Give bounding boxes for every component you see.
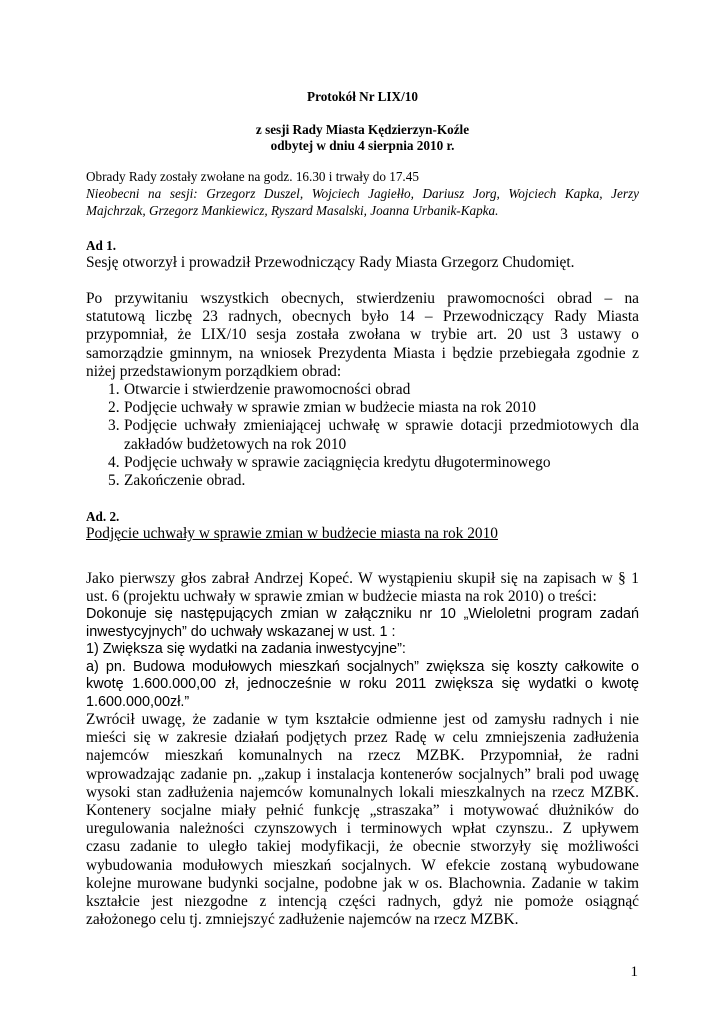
ad2-subject [86, 525, 639, 543]
paragraph-line: niżej przedstawionym porządkiem obrad: [86, 362, 342, 380]
ad2-remark [86, 711, 639, 929]
document-title: Protokół Nr LIX/10 [307, 89, 418, 104]
remark-line: czasu zadanie to uległo takiej modyfikacji, że obecnie stworzyły się możliwości [86, 838, 639, 856]
ad1-paragraph [86, 290, 639, 490]
remark-line: najemców mieszkań komunalnych na rzecz MZBK. Przypomniał, że radni [86, 747, 639, 765]
agenda-item-text: Podjęcie uchwały zmieniającej uchwałę w sprawie dotacji przedmiotowych dla [124, 417, 639, 435]
speech-line: ust. 6 (projektu uchwały w sprawie zmian w budżecie miasta na rok 2010) o treści: [86, 588, 597, 606]
agenda-item-text: Zakończenie obrad. [124, 472, 246, 490]
paragraph-line: samorządzie gminnym, na wniosek Prezydenta Miasta i będzie przebiegała zgodnie z [86, 344, 639, 362]
remark-line: uregulowania należności czynszowych i terminowych wpłat czynszu.. Z upływem [86, 820, 639, 838]
agenda-item-text: Podjęcie uchwały w sprawie zmian w budżecie miasta na rok 2010 [124, 399, 536, 417]
agenda-item-text: Otwarcie i stwierdzenie prawomocności obrad [124, 381, 411, 399]
paragraph-line: statutową liczbę 23 radnych, obecnych było 14 – Przewodniczący Rady Miasta [86, 308, 639, 326]
agenda-item-text: zakładów budżetowych na rok 2010 [124, 435, 347, 453]
agenda-item [86, 381, 639, 399]
paragraph-line: Po przywitaniu wszystkich obecnych, stwierdzeniu prawomocności obrad – na [86, 290, 639, 307]
session-subtitle-line2: odbytej w dniu 4 sierpnia 2010 r. [270, 138, 455, 153]
absent-line-1: Nieobecni na sesji: Grzegorz Duszel, Wojciech Jagiełło, Dariusz Jorg, Wojciech Kapka, Jerzy [86, 186, 639, 201]
remark-line: Kontenery socjalne miały pełnić funkcję „straszaka” i motywować dłużników do [86, 802, 639, 820]
page-number: 1 [630, 964, 638, 980]
speech-line: Jako pierwszy głos zabrał Andrzej Kopeć. W wystąpieniu skupił się na zapisach w § 1 [86, 570, 639, 587]
quote-line: Dokonuje się następujących zmian w załączniku nr 10 „Wieloletni program zadań [86, 606, 639, 622]
quoted-provision [86, 606, 639, 712]
ad2-subject-text: Podjęcie uchwały w sprawie zmian w budżecie miasta na rok 2010 [86, 525, 498, 542]
remark-line: wprowadzając zadanie pn. „zakup i instalacja kontenerów socjalnych” brali pod uwagę [86, 765, 639, 783]
ad1-heading: Ad 1. [86, 238, 117, 253]
agenda-item-number: 3. [108, 417, 120, 435]
remark-line: założonego celu tj. zmniejszyć zadłużenie najemców na rzecz MZBK. [86, 911, 519, 929]
agenda-item-number: 4. [108, 453, 120, 471]
absent-line-2: Majchrzak, Grzegorz Mankiewicz, Ryszard Masalski, Joanna Urbanik-Kapka. [86, 203, 499, 218]
remark-line: Zwrócił uwagę, że zadanie w tym kształcie odmienne jest od zamysłu radnych i nie [86, 711, 639, 728]
session-subtitle-line1: z sesji Rady Miasta Kędzierzyn-Koźle [255, 122, 470, 137]
agenda-item [86, 399, 639, 417]
quote-line: 1) Zwiększa się wydatki na zadania inwestycyjne”: [86, 641, 406, 658]
session-time: Obrady Rady zostały zwołane na godz. 16.30 i trwały do 17.45 [86, 169, 419, 184]
agenda-item [86, 472, 639, 490]
agenda-item-number: 2. [108, 399, 120, 417]
remark-line: mieści się w zakresie działań podjętych przez Radę w celu zmniejszenia zadłużenia [86, 729, 639, 747]
agenda-item [86, 454, 639, 472]
quote-line: a) pn. Budowa modułowych mieszkań socjalnych” zwiększa się koszty całkowite o [86, 658, 639, 675]
agenda-item-text: Podjęcie uchwały w sprawie zaciągnięcia kredytu długoterminowego [124, 453, 551, 471]
agenda-item [86, 417, 639, 453]
quote-line: kwotę 1.600.000,00 zł, jednocześnie w roku 2011 zwiększa się wydatki o kwotę [86, 676, 639, 693]
remark-line: kolejne murowane budynki socjalne, podobne jak w os. Blachownia. Zadanie w takim [86, 874, 639, 892]
ad2-heading: Ad. 2. [86, 509, 120, 524]
agenda-item-number: 5. [108, 472, 120, 490]
ad2-speech [86, 570, 639, 606]
agenda-list [86, 381, 639, 490]
remark-line: kształcie jest niezgodne z intencją części radnych, gdyż nie pomoże osiągnąć [86, 893, 639, 911]
quote-line: inwestycyjnych” do uchwały wskazanej w ust. 1 : [86, 623, 396, 640]
remark-line: wysoki stan zadłużenia najemców komunalnych lokali mieszkalnych na rzecz MZBK. [86, 783, 639, 801]
agenda-item-number: 1. [108, 381, 120, 399]
paragraph-line: przypomniał, że LIX/10 sesja została zwołana w trybie art. 20 ust 3 ustawy o [86, 326, 639, 344]
quote-line: 1.600.000,00zł.” [86, 693, 190, 710]
ad1-opening: Sesję otworzył i prowadził Przewodniczący Rady Miasta Grzegorz Chudomięt. [86, 254, 575, 271]
remark-line: wybudowania modułowych mieszkań socjalnych. W efekcie zostaną wybudowane [86, 856, 639, 874]
